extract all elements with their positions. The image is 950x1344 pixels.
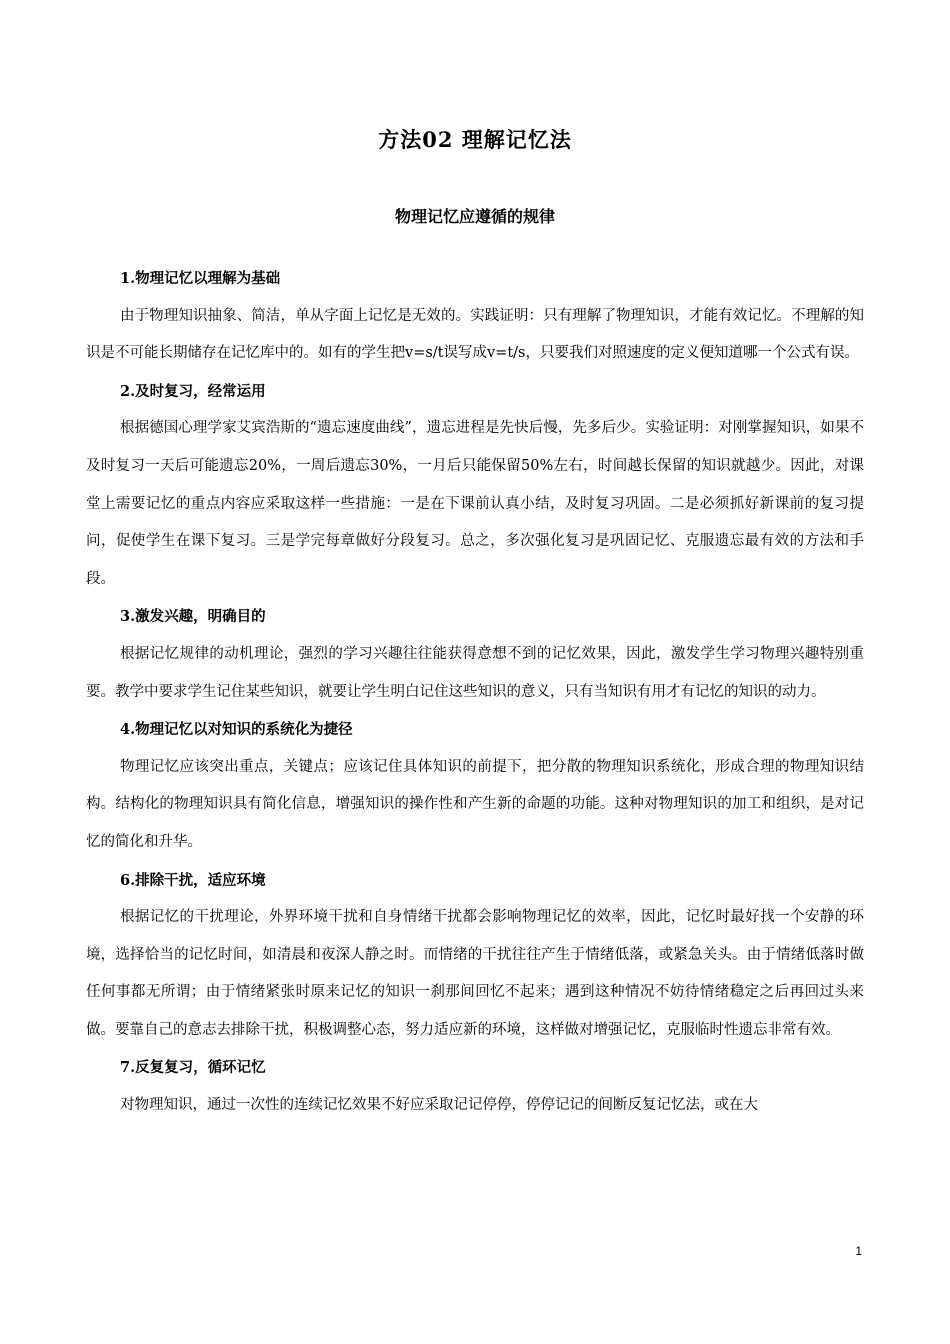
section-1 (86, 260, 864, 373)
section-paragraph: 根据记忆规律的动机理论，强烈的学习兴趣往往能获得意想不到的记忆效果，因此，激发学生学习物理兴趣特别重要。教学中要求学生记住某些知识，就要让学生明白记住这些知识的意义，只有当知识有用才有记忆的知识的动力。 (86, 645, 864, 700)
section-paragraph: 对物理知识，通过一次性的连续记忆效果不好应采取记记停停，停停记记的间断反复记忆法，或在大 (120, 1097, 758, 1114)
section-4 (86, 711, 864, 861)
document-body (86, 260, 864, 1125)
section-7 (86, 1049, 864, 1124)
section-paragraph: 根据记忆的干扰理论，外界环境干扰和自身情绪干扰都会影响物理记忆的效率，因此，记忆时最好找一个安静的环境，选择恰当的记忆时间，如清晨和夜深人静之时。而情绪的干扰往往产生于情绪低落，或紧急关头。由于情绪低落时做任何事都无所谓；由于情绪紧张时原来记忆的知识一刹那间回忆不起来；遇到这种情况不妨待情绪稳定之后再回过头来做。要靠自己的意志去排除干扰，积极调整心态，努力适应新的环境，这样做对增强记忆，克服临时性遗忘非常有效。 (86, 909, 864, 1038)
section-heading: 6.排除干扰，适应环境 (120, 871, 266, 889)
section-3 (86, 598, 864, 711)
section-2 (86, 373, 864, 599)
section-heading: 1.物理记忆以理解为基础 (120, 270, 281, 287)
document-subtitle: 物理记忆应遵循的规律 (394, 207, 555, 226)
section-paragraph: 由于物理知识抽象、简洁，单从字面上记忆是无效的。实践证明：只有理解了物理知识，才能有效记忆。不理解的知识是不可能长期储存在记忆库中的。如有的学生把v=s/t误写成v=t/s，只要我们对照速度的定义便知道哪一个公式有误。 (86, 307, 864, 362)
section-heading: 7.反复复习，循环记忆 (120, 1059, 266, 1077)
document-title: 方法02 理解记忆法 (378, 127, 572, 152)
page-number: 1 (855, 1244, 862, 1258)
section-paragraph: 物理记忆应该突出重点，关键点；应该记住具体知识的前提下，把分散的物理知识系统化，形成合理的物理知识结构。结构化的物理知识具有简化信息，增强知识的操作性和产生新的命题的功能。这种对物理知识的加工和组织，是对记忆的简化和升华。 (86, 758, 864, 850)
section-heading: 3.激发兴趣，明确目的 (120, 608, 266, 626)
section-heading: 2.及时复习，经常运用 (120, 382, 266, 400)
section-paragraph: 根据德国心理学家艾宾浩斯的“遗忘速度曲线”，遗忘进程是先快后慢，先多后少。实验证明：对刚掌握知识，如果不及时复习一天后可能遗忘20%，一周后遗忘30%，一月后只能保留50%左右，时间越长保留的知识就越少。因此，对课堂上需要记忆的重点内容应采取这样一些措施：一是在下课前认真小结，及时复习巩固。二是必须抓好新课前的复习提问，促使学生在课下复习。三是学完每章做好分段复习。总之，多次强化复习是巩固记忆、克服遗忘最有效的方法和手段。 (86, 420, 864, 587)
section-6 (86, 862, 864, 1050)
section-heading: 4.物理记忆以对知识的系统化为捷径 (120, 721, 353, 739)
